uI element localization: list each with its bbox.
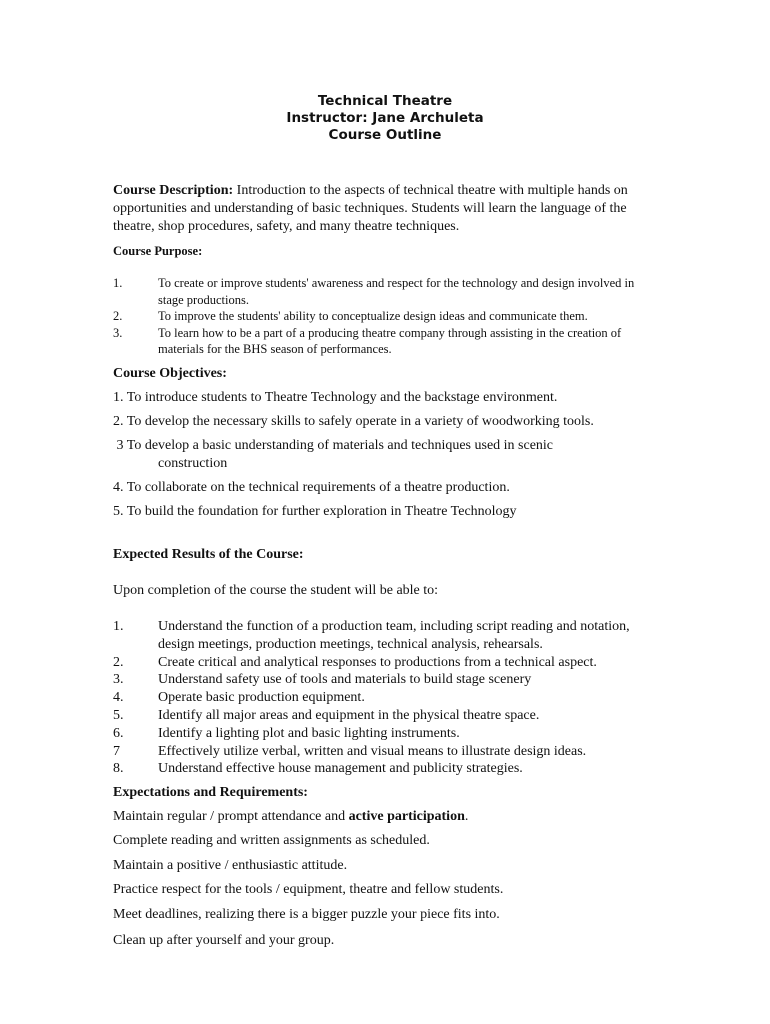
results-list (113, 618, 658, 778)
emphasis-text: active participation (348, 809, 465, 824)
list-item: 3. To learn how to be a part of a producing theatre company through assisting in the creation of materials for the BHS season of performances. (113, 325, 622, 356)
instructor-line: Instructor: Jane Archuleta (286, 110, 484, 126)
objective-item-continued: construction (158, 456, 228, 471)
list-item: 7 Effectively utilize verbal, written and visual means to illustrate design ideas. (113, 743, 587, 759)
list-item: 1. Understand the function of a production team, including script reading and notation, design meetings, production meetings, technical analysis, rehearsals. (113, 619, 630, 652)
description-text: Introduction to the aspects of technical theatre with multiple hands on opportunities and understanding of basic techniques. Students will learn the language of the theatre, shop procedures, safety, and many theatre techniques. (113, 183, 628, 234)
results-intro: Upon completion of the course the student will be able to: (113, 583, 439, 598)
document-header (0, 93, 770, 144)
objective-item: 3 To develop a basic understanding of materials and techniques used in scenic (113, 438, 554, 453)
list-item: 3. Understand safety use of tools and materials to build stage scenery (113, 672, 532, 688)
purpose-list (113, 275, 653, 358)
list-item: 2. Create critical and analytical responses to productions from a technical aspect. (113, 654, 597, 670)
expectation-item: Meet deadlines, realizing there is a bigger puzzle your piece fits into. (113, 907, 500, 922)
course-title: Technical Theatre (317, 93, 453, 109)
objectives-heading: Course Objectives: (113, 366, 227, 381)
expectations-heading: Expectations and Requirements: (113, 785, 308, 800)
expectation-item: Complete reading and written assignments as scheduled. (113, 833, 430, 848)
objective-item: 5. To build the foundation for further exploration in Theatre Technology (113, 504, 517, 519)
list-item: 5. Identify all major areas and equipment in the physical theatre space. (113, 707, 540, 723)
expectation-item: Practice respect for the tools / equipment, theatre and fellow students. (113, 882, 504, 897)
description-label: Course Description: (113, 183, 234, 198)
list-item: 1. To create or improve students' awareness and respect for the technology and design involved in stage productions. (113, 276, 635, 307)
outline-subtitle: Course Outline (328, 127, 442, 143)
list-item: 2. To improve the students' ability to conceptualize design ideas and communicate them. (113, 309, 588, 323)
objective-item: 1. To introduce students to Theatre Technology and the backstage environment. (113, 390, 558, 405)
results-heading: Expected Results of the Course: (113, 547, 304, 562)
list-item: 4. Operate basic production equipment. (113, 690, 365, 706)
objective-item: 2. To develop the necessary skills to safely operate in a variety of woodworking tools. (113, 414, 594, 429)
purpose-heading: Course Purpose: (113, 244, 203, 258)
list-item: 6. Identify a lighting plot and basic lighting instruments. (113, 725, 460, 741)
expectation-item: Clean up after yourself and your group. (113, 933, 335, 948)
expectation-item: Maintain regular / prompt attendance and active participation. (113, 809, 469, 824)
list-item: 8. Understand effective house management and publicity strategies. (113, 761, 523, 777)
course-description (113, 182, 658, 236)
objective-item: 4. To collaborate on the technical requirements of a theatre production. (113, 480, 510, 495)
expectation-item: Maintain a positive / enthusiastic attitude. (113, 858, 348, 873)
